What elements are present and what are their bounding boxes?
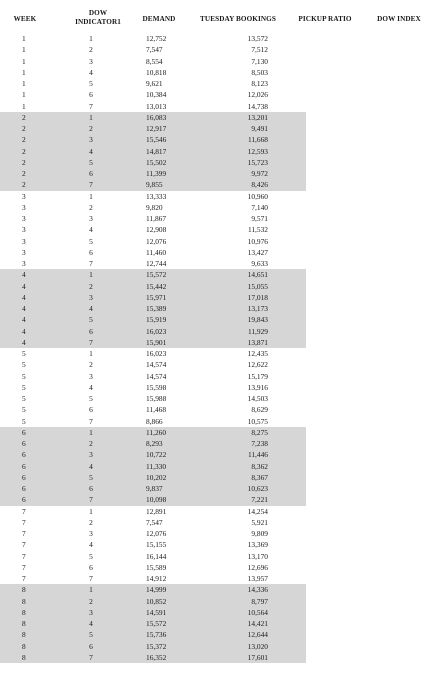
cell-week: 3	[22, 236, 26, 246]
table-row	[0, 258, 437, 269]
cell-dow-indicator: 7	[89, 337, 93, 347]
table-row	[0, 44, 437, 55]
cell-dow-indicator: 5	[89, 315, 93, 325]
cell-tuesday-bookings: 12,435	[247, 349, 268, 358]
table-row	[0, 382, 437, 393]
cell-week: 4	[22, 315, 26, 325]
cell-dow-indicator: 1	[89, 349, 93, 358]
cell-week: 3	[22, 214, 26, 223]
cell-week: 7	[22, 551, 26, 561]
cell-tuesday-bookings: 14,503	[247, 394, 268, 403]
table-row	[0, 179, 437, 190]
cell-dow-indicator: 6	[89, 405, 93, 415]
cell-dow-indicator: 3	[89, 450, 93, 460]
cell-tuesday-bookings: 9,972	[251, 169, 268, 178]
header-dow-line1: DOW	[88, 9, 108, 17]
cell-demand: 14,574	[146, 371, 167, 381]
cell-demand: 16,352	[146, 652, 167, 662]
cell-dow-indicator: 2	[89, 360, 93, 370]
cell-tuesday-bookings: 10,564	[247, 607, 268, 617]
cell-week: 7	[22, 529, 26, 538]
cell-week: 7	[22, 540, 26, 550]
cell-tuesday-bookings: 10,623	[247, 484, 268, 493]
cell-demand: 15,372	[146, 641, 167, 651]
table-row	[0, 494, 437, 505]
cell-demand: 12,744	[146, 259, 167, 268]
cell-demand: 15,572	[146, 619, 167, 628]
cell-dow-indicator: 6	[89, 90, 93, 100]
table-row	[0, 134, 437, 145]
cell-demand: 8,866	[146, 416, 163, 426]
cell-tuesday-bookings: 15,179	[247, 371, 268, 381]
cell-week: 5	[22, 405, 26, 415]
cell-tuesday-bookings: 13,957	[247, 574, 268, 583]
cell-tuesday-bookings: 14,651	[247, 270, 268, 280]
cell-week: 5	[22, 349, 26, 358]
cell-dow-indicator: 2	[89, 45, 93, 55]
cell-tuesday-bookings: 14,738	[247, 101, 268, 111]
cell-demand: 9,621	[146, 79, 163, 88]
table-row	[0, 427, 437, 438]
table-row	[0, 539, 437, 550]
table-header	[0, 0, 437, 33]
cell-dow-indicator: 5	[89, 236, 93, 246]
table-row	[0, 123, 437, 134]
table-row	[0, 157, 437, 168]
cell-dow-indicator: 1	[89, 34, 93, 43]
table-row	[0, 404, 437, 415]
cell-dow-indicator: 4	[89, 540, 93, 550]
cell-week: 6	[22, 427, 26, 437]
cell-tuesday-bookings: 13,871	[247, 337, 268, 347]
cell-week: 4	[22, 304, 26, 313]
cell-demand: 16,023	[146, 349, 167, 358]
cell-tuesday-bookings: 12,622	[247, 360, 268, 370]
table-row	[0, 213, 437, 224]
table-row	[0, 562, 437, 573]
cell-tuesday-bookings: 11,532	[247, 225, 268, 235]
cell-tuesday-bookings: 12,696	[247, 562, 268, 572]
cell-week: 8	[22, 641, 26, 651]
cell-demand: 8,554	[146, 56, 163, 66]
cell-dow-indicator: 5	[89, 157, 93, 167]
table-row	[0, 517, 437, 528]
cell-demand: 16,144	[146, 551, 167, 561]
cell-week: 6	[22, 461, 26, 471]
cell-demand: 15,919	[146, 315, 167, 325]
table-row	[0, 56, 437, 67]
cell-tuesday-bookings: 14,336	[247, 585, 268, 595]
cell-dow-indicator: 1	[89, 191, 93, 201]
cell-dow-indicator: 3	[89, 529, 93, 538]
cell-demand: 12,917	[146, 124, 167, 133]
cell-week: 3	[22, 259, 26, 268]
cell-week: 8	[22, 596, 26, 606]
table-row	[0, 472, 437, 483]
table-row	[0, 101, 437, 112]
table-row	[0, 269, 437, 280]
header-dow-line2: INDICATOR1	[75, 18, 121, 26]
cell-week: 1	[22, 101, 26, 111]
cell-week: 2	[22, 180, 26, 190]
cell-tuesday-bookings: 8,797	[251, 596, 268, 606]
cell-tuesday-bookings: 13,020	[247, 641, 268, 651]
cell-week: 2	[22, 146, 26, 156]
cell-dow-indicator: 5	[89, 472, 93, 482]
cell-tuesday-bookings: 9,633	[251, 259, 268, 268]
cell-tuesday-bookings: 13,369	[247, 540, 268, 550]
cell-tuesday-bookings: 8,123	[251, 79, 268, 88]
table-row	[0, 224, 437, 235]
table-row	[0, 89, 437, 100]
table-row	[0, 337, 437, 348]
cell-week: 2	[22, 124, 26, 133]
cell-dow-indicator: 3	[89, 56, 93, 66]
cell-week: 1	[22, 79, 26, 88]
cell-dow-indicator: 2	[89, 202, 93, 212]
table-row	[0, 528, 437, 539]
cell-dow-indicator: 2	[89, 596, 93, 606]
cell-demand: 11,260	[146, 427, 167, 437]
table-row	[0, 573, 437, 584]
cell-demand: 8,293	[146, 439, 163, 448]
table-row	[0, 652, 437, 663]
cell-demand: 15,988	[146, 394, 167, 403]
cell-dow-indicator: 7	[89, 416, 93, 426]
cell-tuesday-bookings: 9,571	[251, 214, 268, 223]
cell-week: 7	[22, 517, 26, 527]
cell-week: 3	[22, 247, 26, 257]
cell-dow-indicator: 2	[89, 281, 93, 291]
table-row	[0, 618, 437, 629]
cell-dow-indicator: 1	[89, 270, 93, 280]
table-row	[0, 607, 437, 618]
cell-dow-indicator: 4	[89, 304, 93, 313]
cell-week: 7	[22, 562, 26, 572]
cell-demand: 15,589	[146, 562, 167, 572]
cell-tuesday-bookings: 8,629	[251, 405, 268, 415]
table-row	[0, 112, 437, 123]
cell-tuesday-bookings: 8,503	[251, 67, 268, 77]
cell-demand: 14,912	[146, 574, 167, 583]
cell-dow-indicator: 7	[89, 180, 93, 190]
table-row	[0, 33, 437, 44]
table-row	[0, 168, 437, 179]
table-row	[0, 236, 437, 247]
table-row	[0, 416, 437, 427]
table-row	[0, 314, 437, 325]
cell-week: 8	[22, 619, 26, 628]
cell-tuesday-bookings: 8,367	[251, 472, 268, 482]
table-row	[0, 506, 437, 517]
table-row	[0, 359, 437, 370]
cell-demand: 10,098	[146, 495, 167, 505]
cell-tuesday-bookings: 7,130	[251, 56, 268, 66]
cell-dow-indicator: 4	[89, 461, 93, 471]
cell-demand: 15,155	[146, 540, 167, 550]
cell-dow-indicator: 6	[89, 484, 93, 493]
cell-tuesday-bookings: 11,446	[247, 450, 268, 460]
cell-dow-indicator: 2	[89, 124, 93, 133]
header-week: WEEK	[13, 15, 37, 23]
table-row	[0, 449, 437, 460]
cell-dow-indicator: 6	[89, 562, 93, 572]
cell-demand: 14,574	[146, 360, 167, 370]
cell-tuesday-bookings: 7,140	[251, 202, 268, 212]
table-row	[0, 247, 437, 258]
header-demand: DEMAND	[142, 15, 176, 23]
cell-week: 6	[22, 484, 26, 493]
cell-dow-indicator: 2	[89, 517, 93, 527]
cell-week: 1	[22, 67, 26, 77]
cell-week: 4	[22, 270, 26, 280]
cell-dow-indicator: 1	[89, 506, 93, 516]
cell-week: 6	[22, 439, 26, 448]
cell-demand: 14,591	[146, 607, 167, 617]
cell-dow-indicator: 4	[89, 146, 93, 156]
cell-demand: 14,999	[146, 585, 167, 595]
table-row	[0, 393, 437, 404]
table-row	[0, 202, 437, 213]
cell-tuesday-bookings: 15,723	[247, 157, 268, 167]
cell-tuesday-bookings: 14,254	[247, 506, 268, 516]
cell-demand: 10,852	[146, 596, 167, 606]
cell-week: 3	[22, 202, 26, 212]
cell-demand: 12,076	[146, 236, 167, 246]
cell-week: 8	[22, 652, 26, 662]
cell-week: 7	[22, 574, 26, 583]
cell-dow-indicator: 5	[89, 630, 93, 640]
cell-dow-indicator: 7	[89, 495, 93, 505]
cell-week: 2	[22, 169, 26, 178]
cell-week: 1	[22, 90, 26, 100]
cell-dow-indicator: 3	[89, 371, 93, 381]
header-tuesday-bookings: TUESDAY BOOKINGS	[200, 15, 276, 23]
cell-demand: 15,389	[146, 304, 167, 313]
table-row	[0, 78, 437, 89]
cell-demand: 15,971	[146, 292, 167, 302]
cell-week: 8	[22, 607, 26, 617]
cell-week: 7	[22, 506, 26, 516]
cell-dow-indicator: 5	[89, 551, 93, 561]
header-dow-indicator	[70, 9, 126, 27]
cell-week: 5	[22, 371, 26, 381]
cell-dow-indicator: 7	[89, 101, 93, 111]
cell-week: 6	[22, 495, 26, 505]
table-row	[0, 326, 437, 337]
cell-demand: 10,202	[146, 472, 167, 482]
cell-tuesday-bookings: 17,018	[247, 292, 268, 302]
cell-tuesday-bookings: 8,362	[251, 461, 268, 471]
cell-week: 8	[22, 630, 26, 640]
cell-dow-indicator: 3	[89, 292, 93, 302]
cell-tuesday-bookings: 13,170	[247, 551, 268, 561]
cell-week: 4	[22, 292, 26, 302]
cell-demand: 15,442	[146, 281, 167, 291]
cell-demand: 15,502	[146, 157, 167, 167]
cell-dow-indicator: 6	[89, 641, 93, 651]
cell-tuesday-bookings: 8,275	[251, 427, 268, 437]
table-row	[0, 67, 437, 78]
table-row	[0, 303, 437, 314]
cell-tuesday-bookings: 13,916	[247, 382, 268, 392]
cell-dow-indicator: 5	[89, 79, 93, 88]
cell-tuesday-bookings: 10,976	[247, 236, 268, 246]
cell-week: 3	[22, 225, 26, 235]
cell-week: 5	[22, 360, 26, 370]
cell-week: 1	[22, 45, 26, 55]
cell-demand: 9,855	[146, 180, 163, 190]
cell-dow-indicator: 3	[89, 214, 93, 223]
table-row	[0, 371, 437, 382]
cell-week: 1	[22, 34, 26, 43]
cell-demand: 12,908	[146, 225, 167, 235]
cell-week: 4	[22, 337, 26, 347]
cell-tuesday-bookings: 9,491	[251, 124, 268, 133]
header-dow-index: DOW INDEX	[377, 15, 421, 23]
cell-tuesday-bookings: 14,421	[247, 619, 268, 628]
cell-dow-indicator: 4	[89, 619, 93, 628]
cell-tuesday-bookings: 12,593	[247, 146, 268, 156]
cell-tuesday-bookings: 13,572	[247, 34, 268, 43]
cell-dow-indicator: 5	[89, 394, 93, 403]
cell-dow-indicator: 1	[89, 427, 93, 437]
cell-demand: 12,752	[146, 34, 167, 43]
cell-dow-indicator: 1	[89, 585, 93, 595]
cell-tuesday-bookings: 7,238	[251, 439, 268, 448]
cell-demand: 7,547	[146, 45, 163, 55]
cell-week: 4	[22, 281, 26, 291]
table-row	[0, 629, 437, 640]
cell-dow-indicator: 4	[89, 225, 93, 235]
cell-demand: 11,399	[146, 169, 167, 178]
cell-dow-indicator: 3	[89, 135, 93, 145]
table-row	[0, 191, 437, 202]
cell-demand: 11,468	[146, 405, 167, 415]
cell-dow-indicator: 6	[89, 247, 93, 257]
cell-tuesday-bookings: 13,201	[247, 112, 268, 122]
cell-week: 2	[22, 112, 26, 122]
cell-week: 2	[22, 135, 26, 145]
table-row	[0, 348, 437, 359]
cell-demand: 11,867	[146, 214, 167, 223]
cell-tuesday-bookings: 15,055	[247, 281, 268, 291]
cell-demand: 9,837	[146, 484, 163, 493]
table-body	[0, 33, 437, 663]
cell-demand: 13,013	[146, 101, 167, 111]
cell-demand: 12,891	[146, 506, 167, 516]
cell-dow-indicator: 4	[89, 382, 93, 392]
table-row	[0, 438, 437, 449]
cell-dow-indicator: 6	[89, 326, 93, 336]
cell-demand: 15,572	[146, 270, 167, 280]
cell-week: 5	[22, 416, 26, 426]
cell-tuesday-bookings: 8,426	[251, 180, 268, 190]
cell-dow-indicator: 4	[89, 67, 93, 77]
cell-week: 3	[22, 191, 26, 201]
cell-demand: 10,384	[146, 90, 167, 100]
table-row	[0, 551, 437, 562]
header-pickup-ratio: PICKUP RATIO	[298, 15, 352, 23]
cell-dow-indicator: 7	[89, 574, 93, 583]
cell-week: 5	[22, 394, 26, 403]
cell-week: 6	[22, 472, 26, 482]
table-row	[0, 641, 437, 652]
cell-tuesday-bookings: 10,575	[247, 416, 268, 426]
cell-tuesday-bookings: 11,929	[247, 326, 268, 336]
cell-demand: 13,333	[146, 191, 167, 201]
cell-tuesday-bookings: 13,173	[247, 304, 268, 313]
cell-tuesday-bookings: 19,843	[247, 315, 268, 325]
cell-dow-indicator: 3	[89, 607, 93, 617]
table-row	[0, 292, 437, 303]
cell-tuesday-bookings: 7,512	[251, 45, 268, 55]
cell-tuesday-bookings: 9,809	[251, 529, 268, 538]
cell-week: 1	[22, 56, 26, 66]
cell-demand: 12,076	[146, 529, 167, 538]
table-row	[0, 461, 437, 472]
cell-tuesday-bookings: 12,026	[247, 90, 268, 100]
cell-demand: 16,083	[146, 112, 167, 122]
cell-tuesday-bookings: 7,221	[251, 495, 268, 505]
cell-demand: 15,901	[146, 337, 167, 347]
cell-week: 6	[22, 450, 26, 460]
table-row	[0, 584, 437, 595]
cell-tuesday-bookings: 10,960	[247, 191, 268, 201]
cell-tuesday-bookings: 17,601	[247, 652, 268, 662]
cell-demand: 15,736	[146, 630, 167, 640]
cell-demand: 15,598	[146, 382, 167, 392]
cell-dow-indicator: 1	[89, 112, 93, 122]
cell-demand: 11,330	[146, 461, 167, 471]
cell-demand: 10,818	[146, 67, 167, 77]
cell-demand: 15,546	[146, 135, 167, 145]
cell-demand: 14,817	[146, 146, 167, 156]
cell-dow-indicator: 7	[89, 652, 93, 662]
cell-week: 5	[22, 382, 26, 392]
cell-week: 4	[22, 326, 26, 336]
cell-demand: 7,547	[146, 517, 163, 527]
table-row	[0, 596, 437, 607]
cell-demand: 9,820	[146, 202, 163, 212]
cell-week: 2	[22, 157, 26, 167]
cell-tuesday-bookings: 5,921	[251, 517, 268, 527]
cell-tuesday-bookings: 12,644	[247, 630, 268, 640]
cell-demand: 10,722	[146, 450, 167, 460]
cell-tuesday-bookings: 13,427	[247, 247, 268, 257]
table-row	[0, 281, 437, 292]
cell-dow-indicator: 2	[89, 439, 93, 448]
cell-dow-indicator: 7	[89, 259, 93, 268]
cell-demand: 11,460	[146, 247, 167, 257]
cell-dow-indicator: 6	[89, 169, 93, 178]
table-row	[0, 483, 437, 494]
table-row	[0, 146, 437, 157]
cell-demand: 16,023	[146, 326, 167, 336]
cell-tuesday-bookings: 11,668	[247, 135, 268, 145]
cell-week: 8	[22, 585, 26, 595]
